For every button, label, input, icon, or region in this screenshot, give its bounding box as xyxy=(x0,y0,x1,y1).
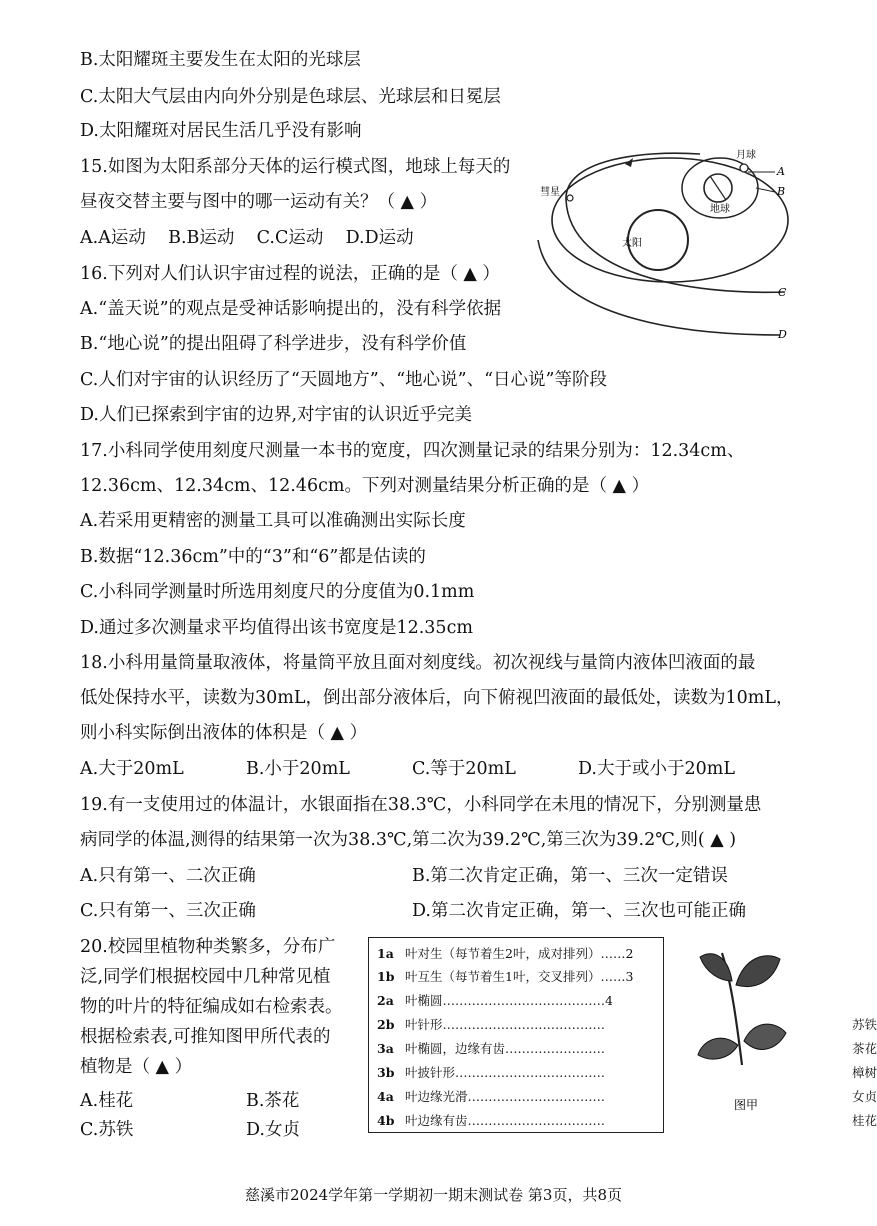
q17-option-c: C.小科同学测量时所选用刻度尺的分度值为0.1mm xyxy=(80,582,475,602)
earth-label: 地球 xyxy=(710,204,730,215)
q19-option-b: B.第二次肯定正确，第一、三次一定错误 xyxy=(412,866,728,886)
key-row: 2a 叶椭圆…………………………………4 xyxy=(377,993,613,1008)
q18-option-b: B.小于20mL xyxy=(246,759,350,779)
key-row: 4b 叶边缘有齿…………………………… 桂花 xyxy=(377,1113,877,1128)
q19-option-c: C.只有第一、三次正确 xyxy=(80,901,256,921)
q17-option-b: B.数据“12.36cm”中的“3”和“6”都是估读的 xyxy=(80,547,426,567)
orbit-c xyxy=(566,153,785,292)
q18-stem-line3: 则小科实际倒出液体的体积是（ ▲ ） xyxy=(80,723,368,743)
comet-dot xyxy=(567,195,573,201)
q20-stem-line2: 泛,同学们根据校园中几种常见植 xyxy=(80,967,331,987)
q17-option-a: A.若采用更精密的测量工具可以准确测出实际长度 xyxy=(80,511,466,531)
q20-stem-line5: 植物是（ ▲ ） xyxy=(80,1057,193,1077)
key-row: 3a 叶椭圆，边缘有齿…………………… 茶花 xyxy=(377,1041,877,1056)
q19-stem-line1: 19.有一支使用过的体温计，水银面指在38.3℃，小科同学在未甩的情况下，分别测量患 xyxy=(80,795,762,815)
q16-option-a: A.“盖天说”的观点是受神话影响提出的，没有科学依据 xyxy=(80,299,502,319)
moon-dot xyxy=(740,164,748,172)
q16-option-c: C.人们对宇宙的认识经历了“天圆地方”、“地心说”、“日心说”等阶段 xyxy=(80,370,608,390)
label-d: D xyxy=(778,328,787,341)
key-row: 1a 叶对生（每节着生2叶，成对排列）……2 xyxy=(377,946,634,961)
q20-option-b: B.茶花 xyxy=(246,1091,300,1111)
leaf-upper-right xyxy=(736,956,780,987)
solar-system-diagram xyxy=(530,140,800,350)
q20-stem-line1: 20.校园里植物种类繁多，分布广 xyxy=(80,937,336,957)
label-b: B xyxy=(777,185,786,198)
leaf-lower-left xyxy=(698,1038,738,1059)
q20-option-a: A.桂花 xyxy=(80,1091,134,1111)
q20-option-d: D.女贞 xyxy=(246,1120,300,1140)
comet-label: 彗星 xyxy=(540,187,560,198)
q19-option-a: A.只有第一、二次正确 xyxy=(80,866,256,886)
q18-option-c: C.等于20mL xyxy=(412,759,516,779)
q14-option-d: D.太阳耀斑对居民生活几乎没有影响 xyxy=(80,121,362,141)
q16-option-b: B.“地心说”的提出阻碍了科学进步，没有科学价值 xyxy=(80,334,467,354)
orbit-d xyxy=(538,240,780,335)
q15-stem-line1: 15.如图为太阳系部分天体的运行模式图，地球上每天的 xyxy=(80,157,511,177)
q18-option-d: D.大于或小于20mL xyxy=(578,759,735,779)
q14-option-b: B.太阳耀斑主要发生在太阳的光球层 xyxy=(80,50,361,70)
q18-stem-line2: 低处保持水平，读数为30mL，倒出部分液体后，向下俯视凹液面的最低处，读数为10mL， xyxy=(80,688,794,708)
label-c: C xyxy=(778,286,787,299)
q18-stem-line1: 18.小科用量筒量取液体，将量筒平放且面对刻度线。初次视线与量筒内液体凹液面的最 xyxy=(80,653,756,673)
q20-stem-line3: 物的叶片的特征编成如右检索表。 xyxy=(80,997,343,1017)
key-row: 3b 叶披针形……………………………… 樟树 xyxy=(377,1065,877,1080)
key-row: 4a 叶边缘光滑…………………………… 女贞 xyxy=(377,1089,877,1104)
leaf-figure xyxy=(692,945,792,1115)
earth-orbit xyxy=(552,158,788,282)
q16-stem: 16.下列对人们认识宇宙过程的说法，正确的是（ ▲ ） xyxy=(80,264,500,284)
q15-stem-line2: 昼夜交替主要与图中的哪一运动有关？（ ▲ ） xyxy=(80,192,438,212)
leaf-lower-right xyxy=(744,1024,786,1049)
label-a: A xyxy=(777,165,785,178)
key-row: 1b 叶互生（每节着生1叶，交叉排列）……3 xyxy=(377,969,634,984)
q17-stem-line1: 17.小科同学使用刻度尺测量一本书的宽度，四次测量记录的结果分别为：12.34cm、 xyxy=(80,441,745,461)
figure-caption: 图甲 xyxy=(734,1098,759,1112)
q17-stem-line2: 12.36cm、12.34cm、12.46cm。下列对测量结果分析正确的是（ ▲ ） xyxy=(80,476,650,496)
q15-options: A.A运动 B.B运动 C.C运动 D.D运动 xyxy=(80,228,414,248)
sun-label: 太阳 xyxy=(622,238,642,249)
q18-option-a: A.大于20mL xyxy=(80,759,184,779)
leaf-upper-left xyxy=(700,954,732,981)
q20-stem-line4: 根据检索表,可推知图甲所代表的 xyxy=(80,1027,331,1047)
q19-stem-line2: 病同学的体温,测得的结果第一次为38.3℃,第二次为39.2℃,第三次为39.2℃,则( ▲ ) xyxy=(80,830,737,850)
q14-option-c: C.太阳大气层由内向外分别是色球层、光球层和日冕层 xyxy=(80,87,501,107)
q20-option-c: C.苏铁 xyxy=(80,1120,134,1140)
q16-option-d: D.人们已探索到宇宙的边界,对宇宙的认识近乎完美 xyxy=(80,405,473,425)
q17-option-d: D.通过多次测量求平均值得出该书宽度是12.35cm xyxy=(80,618,473,638)
key-row: 2b 叶针形………………………………… 苏铁 xyxy=(377,1017,877,1032)
page-footer: 慈溪市2024学年第一学期初一期末测试卷 第3页，共8页 xyxy=(244,1186,623,1204)
moon-label: 月球 xyxy=(736,150,756,161)
q19-option-d: D.第二次肯定正确，第一、三次也可能正确 xyxy=(412,901,746,921)
